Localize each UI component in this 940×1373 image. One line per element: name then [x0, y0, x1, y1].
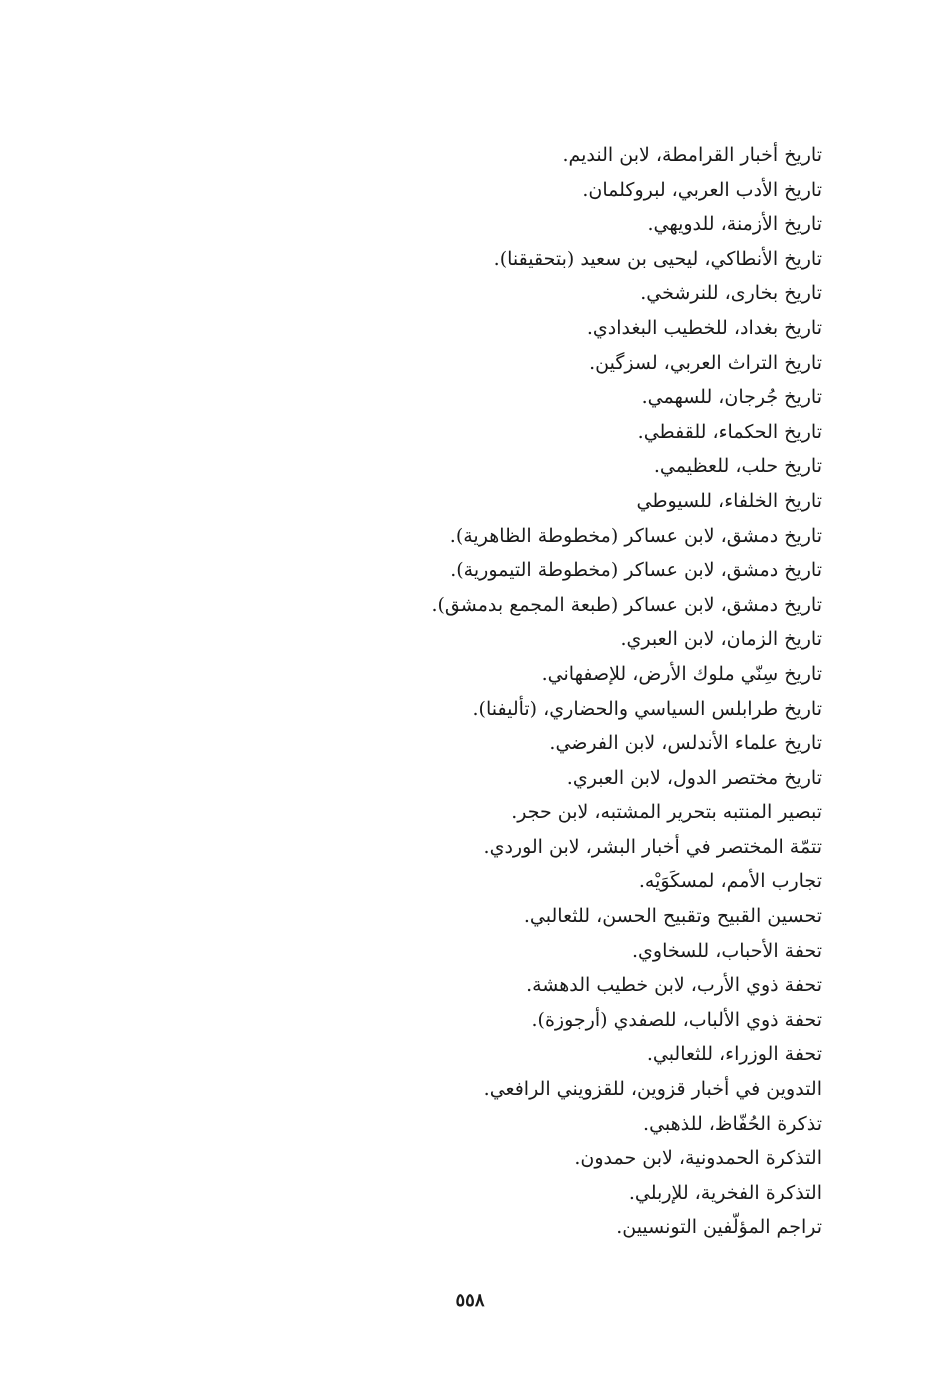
bibliography-entry: تاريخ الأزمنة، للدويهي.: [647, 213, 822, 236]
bibliography-entry: تحفة الوزراء، للثعالبي.: [646, 1043, 822, 1066]
bibliography-entry: تاريخ دمشق، لابن عساكر (طبعة المجمع بدمشق).: [431, 593, 822, 616]
bibliography-entry: تاريخ الزمان، لابن العبري.: [620, 628, 822, 651]
bibliography-entry: التذكرة الحمدونية، لابن حمدون.: [574, 1147, 822, 1170]
bibliography-entry: تحسين القبيح وتقبيح الحسن، للثعالبي.: [523, 905, 822, 928]
bibliography-entry: تاريخ أخبار القرامطة، لابن النديم.: [562, 144, 822, 166]
bibliography-entry: تاريخ بغداد، للخطيب البغدادي.: [586, 316, 822, 339]
bibliography-entry: تاريخ جُرجان، للسهمي.: [641, 386, 822, 409]
bibliography-entry: تحفة الأحباب، للسخاوي.: [632, 939, 822, 962]
bibliography-entry: تاريخ دمشق، لابن عساكر (مخطوطة التيمورية).: [450, 559, 822, 582]
bibliography-entry: تتمّة المختصر في أخبار البشر، لابن الوردي.: [483, 835, 822, 858]
bibliography-list: [302, 138, 822, 1245]
page-number: ٥٥٨: [455, 1290, 485, 1311]
bibliography-entry: تجارب الأمم، لمسكَوَيْه.: [638, 870, 822, 893]
bibliography-entry: تحفة ذوي الأرب، لابن خطيب الدهشة.: [526, 974, 822, 997]
bibliography-entry: تراجم المؤلّفين التونسيين.: [616, 1216, 822, 1239]
bibliography-entry: تحفة ذوي الألباب، للصفدي (أرجوزة).: [531, 1008, 822, 1031]
bibliography-entry: تاريخ طرابلس السياسي والحضاري، (تأليفنا).: [472, 697, 822, 720]
bibliography-entry: تاريخ الحكماء، للقفطي.: [637, 420, 822, 443]
bibliography-entry: التذكرة الفخرية، للإربلي.: [628, 1181, 822, 1204]
bibliography-entry: تاريخ الأدب العربي، لبروكلمان.: [582, 178, 822, 201]
bibliography-entry: التدوين في أخبار قزوين، للقزويني الرافعي.: [483, 1078, 822, 1101]
bibliography-entry: تاريخ مختصر الدول، لابن العبري.: [566, 766, 822, 789]
bibliography-entry: تاريخ التراث العربي، لسزگين.: [589, 351, 822, 374]
bibliography-entry: تاريخ الخلفاء، للسيوطي: [636, 489, 822, 512]
bibliography-entry: تاريخ حلب، للعظيمي.: [653, 455, 822, 478]
bibliography-entry: تاريخ علماء الأندلس، لابن الفرضي.: [549, 732, 822, 755]
bibliography-entry: تاريخ الأنطاكي، ليحيى بن سعيد (بتحقيقنا).: [493, 247, 822, 270]
bibliography-entry: تاريخ دمشق، لابن عساكر (مخطوطة الظاهرية).: [449, 524, 822, 547]
bibliography-entry: تبصير المنتبه بتحرير المشتبه، لابن حجر.: [511, 801, 822, 824]
bibliography-entry: تاريخ بخارى، للنرشخي.: [640, 282, 822, 305]
bibliography-entry: تذكرة الحُفّاظ، للذهبي.: [643, 1112, 822, 1135]
bibliography-entry: تاريخ سِنّي ملوك الأرض، للإصفهاني.: [541, 662, 822, 685]
